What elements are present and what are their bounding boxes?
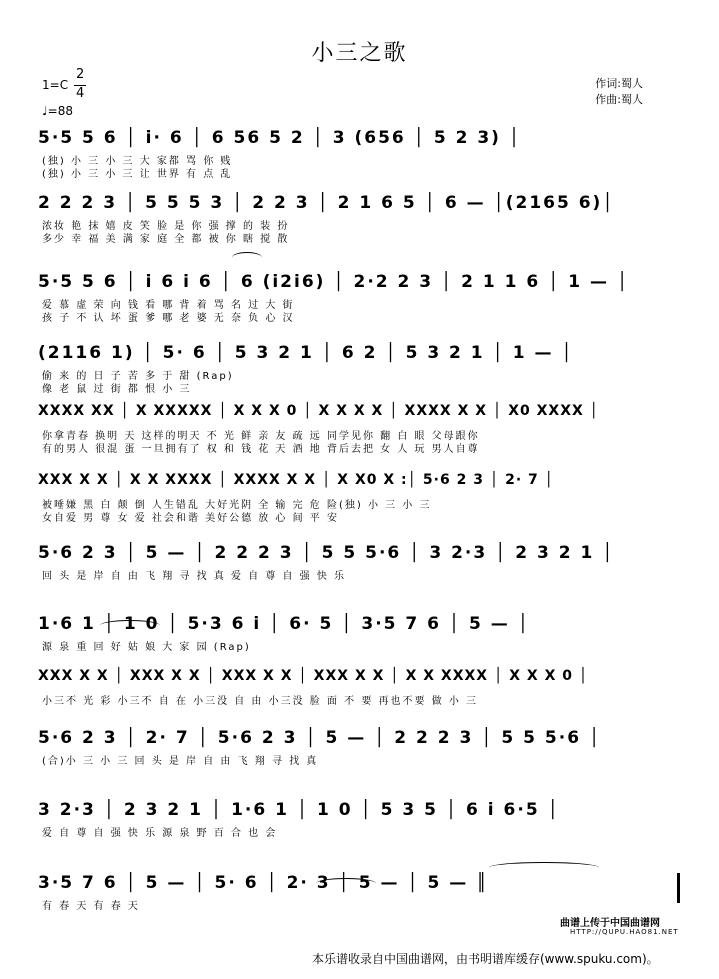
score-system: [34, 728, 684, 784]
score-system: [34, 272, 684, 328]
lyric-line-second-verse: 孩 子 不 认 坏 蛋 爹 哪 老 婆 无 奈 负 心 汉: [42, 313, 295, 324]
lyricist: 作词:蜀人: [595, 77, 643, 90]
composer: 作曲:蜀人: [595, 93, 643, 106]
lyric-line: 爱 自 尊 自 强 快 乐 源 泉 野 百 合 也 会: [42, 828, 278, 839]
score-system: [34, 668, 684, 724]
footer-url: HTTP://QUPU.HAO81.NET: [570, 928, 679, 936]
lyric-line-second-verse: 有的男人 很混 蛋 一旦拥有了 权 和 钱 花 天 酒 地 背后去把 女 人 玩 男人自尊: [42, 444, 480, 455]
score-system: [34, 193, 684, 249]
lyric-line: 爱 慕 虚 荣 向 钱 看 哪 背 着 骂 名 过 大 街: [42, 300, 295, 311]
notation-line: 1·6 1 │ 1 0 │ 5·3 6 i │ 6· 5 │ 3·5 7 6 │ 5 — │: [38, 614, 530, 634]
notation-line: 3 2·3 │ 2 3 2 1 │ 1·6 1 │ 1 0 │ 5 3 5 │ 6 i 6·5 │: [38, 800, 560, 820]
tempo-marking: ♩=88: [42, 104, 73, 118]
score-system: [34, 800, 684, 856]
notation-line: 3·5 7 6 │ 5 — │ 5· 6 │ 2· 3 │ 5 — │ 5 — ║: [38, 873, 489, 893]
lyric-line: 回 头 是 岸 自 由 飞 翔 寻 找 真 爱 自 尊 自 强 快 乐: [42, 571, 347, 582]
slur-arc: [489, 862, 599, 873]
lyric-line-second-verse: 多少 幸 福 美 满 家 庭 全 都 被 你 瞎 搅 散: [42, 234, 290, 245]
score-system: [34, 472, 684, 528]
notation-line: 5·6 2 3 │ 5 — │ 2 2 2 3 │ 5 5 5·6 │ 3 2·3 │ 2 3 2 1 │: [38, 543, 615, 563]
final-barline: [677, 873, 680, 903]
notation-line: 5·6 2 3 │ 2· 7 │ 5·6 2 3 │ 5 — │ 2 2 2 3 │ 5 5 5·6 │: [38, 728, 602, 748]
lyric-line-second-verse: 像 老 鼠 过 街 都 恨 小 三: [42, 384, 192, 395]
notation-line: XXXX XX │ X XXXXX │ X X X 0 │ X X X X │ XXXX X X │ X0 XXXX │: [38, 403, 600, 419]
lyric-line-second-verse: 女自爱 男 尊 女 爱 社会和谐 美好公德 放 心 间 平 安: [42, 513, 339, 524]
time-signature-bottom: 4: [76, 86, 85, 101]
slur-arc: [316, 878, 376, 889]
score-system: [34, 543, 684, 599]
lyric-line-second-verse: (独) 小 三 小 三 让 世界 有 点 乱: [42, 169, 233, 180]
song-title: 小三之歌: [311, 41, 408, 66]
score-system: [34, 403, 684, 459]
lyric-line: (合)小 三 小 三 回 头 是 岸 自 由 飞 翔 寻 找 真: [42, 756, 319, 767]
notation-line: XXX X X │ XXX X X │ XXX X X │ XXX X X │ X X XXXX │ X X X 0 │: [38, 668, 589, 684]
key-signature: 1=C: [42, 78, 69, 92]
notation-line: 5·5 5 6 │ i· 6 │ 6 56 5 2 │ 3 (656 │ 5 2 3) │: [38, 128, 522, 148]
slur-arc: [100, 620, 160, 631]
lyric-line: 被唾嫌 黑 白 颠 倒 人生错乱 大好光阴 全 输 完 危 险(独) 小 三 小 三: [42, 500, 432, 511]
score-system: [34, 343, 684, 399]
footer-site: 曲谱上传于中国曲谱网: [560, 918, 660, 929]
lyric-line: (独) 小 三 小 三 大 家都 骂 你 贱: [42, 156, 233, 167]
score-system: [34, 128, 684, 184]
time-signature-top: 2: [76, 67, 85, 82]
notation-line: 2 2 2 3 │ 5 5 5 3 │ 2 2 3 │ 2 1 6 5 │ 6 — │(2165 6)│: [38, 193, 615, 213]
lyric-line: 小三不 光 彩 小三不 自 在 小三没 自 由 小三没 脸 面 不 要 再也不要 做 小 三: [42, 696, 479, 707]
notation-line: (2116 1) │ 5· 6 │ 5 3 2 1 │ 6 2 │ 5 3 2 1 │ 1 — │: [38, 343, 574, 363]
lyric-line: 你拿青春 换明 天 这样的明天 不 光 鲜 亲 友 疏 远 同学见你 翻 白 眼 父母跟你: [42, 431, 480, 442]
lyric-line: 源 泉 重 回 好 姑 娘 大 家 园 (Rap): [42, 642, 251, 653]
lyric-line: 有 春 天 有 春 天: [42, 901, 140, 912]
lyric-line: 浓妆 艳 抹 嬉 皮 笑 脸 是 你 强 撑 的 装 扮: [42, 221, 290, 232]
lyric-line: 偷 来 的 日 子 苦 多 于 甜 (Rap): [42, 371, 234, 382]
notation-line: XXX X X │ X X XXXX │ XXXX X X │ X X0 X :│ 5·6 2 3 │ 2· 7 │: [38, 472, 555, 488]
footer-note: 本乐谱收录自中国曲谱网，由书明谱库缓存(www.spuku.com)。: [312, 952, 659, 966]
credits: [595, 76, 643, 108]
notation-line: 5·5 5 6 │ i 6 i 6 │ 6 (i2i6) │ 2·2 2 3 │ 2 1 1 6 │ 1 — │: [38, 272, 630, 292]
slur-arc: [232, 252, 262, 263]
